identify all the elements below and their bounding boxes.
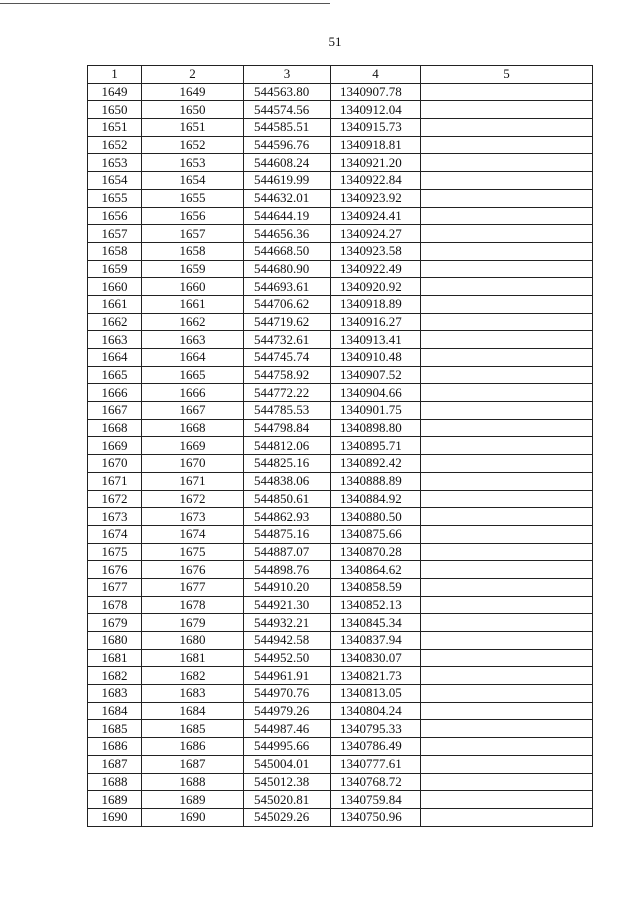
table-row [88,649,593,667]
table-row [88,101,593,119]
table-cell-col-2: 1660 [142,278,244,296]
table-cell-col-4: 1340795.33 [331,720,421,738]
top-rule [0,3,330,4]
table-cell-col-3: 544987.46 [244,720,331,738]
table-cell-col-1: 1679 [88,614,142,632]
table-cell-col-5 [421,402,593,420]
table-cell-col-1: 1655 [88,189,142,207]
table-cell-col-1: 1673 [88,508,142,526]
table-cell-col-1: 1662 [88,313,142,331]
table-cell-col-3: 544644.19 [244,207,331,225]
table-cell-col-3: 544719.62 [244,313,331,331]
table-cell-col-3: 545012.38 [244,773,331,791]
table-cell-col-3: 544932.21 [244,614,331,632]
table-cell-col-3: 544693.61 [244,278,331,296]
table-cell-col-1: 1681 [88,649,142,667]
table-row [88,632,593,650]
table-cell-col-1: 1687 [88,755,142,773]
table-cell-col-4: 1340913.41 [331,331,421,349]
table-cell-col-4: 1340821.73 [331,667,421,685]
table-cell-col-4: 1340888.89 [331,472,421,490]
table-cell-col-4: 1340918.81 [331,136,421,154]
table-cell-col-4: 1340920.92 [331,278,421,296]
table-cell-col-1: 1658 [88,242,142,260]
column-header-2: 2 [142,66,244,84]
table-row [88,490,593,508]
table-cell-col-5 [421,791,593,809]
column-header-4: 4 [331,66,421,84]
table-cell-col-3: 544850.61 [244,490,331,508]
table-cell-col-3: 544732.61 [244,331,331,349]
table-cell-col-4: 1340916.27 [331,313,421,331]
table-cell-col-2: 1682 [142,667,244,685]
table-cell-col-2: 1650 [142,101,244,119]
table-cell-col-1: 1678 [88,596,142,614]
table-cell-col-2: 1678 [142,596,244,614]
table-cell-col-3: 544942.58 [244,632,331,650]
table-row [88,773,593,791]
table-row [88,667,593,685]
table-cell-col-3: 544838.06 [244,472,331,490]
table-cell-col-3: 544995.66 [244,738,331,756]
table-cell-col-4: 1340875.66 [331,525,421,543]
table-cell-col-3: 545004.01 [244,755,331,773]
table-row [88,313,593,331]
table-cell-col-2: 1671 [142,472,244,490]
table-row [88,119,593,137]
table-cell-col-5 [421,154,593,172]
table-cell-col-5 [421,349,593,367]
table-cell-col-1: 1684 [88,702,142,720]
table-cell-col-1: 1667 [88,402,142,420]
table-cell-col-2: 1649 [142,83,244,101]
table-cell-col-4: 1340870.28 [331,543,421,561]
table-cell-col-1: 1649 [88,83,142,101]
table-cell-col-3: 544961.91 [244,667,331,685]
table-cell-col-4: 1340786.49 [331,738,421,756]
table-row [88,154,593,172]
table-cell-col-1: 1659 [88,260,142,278]
table-cell-col-3: 545029.26 [244,808,331,826]
table-cell-col-3: 544952.50 [244,649,331,667]
table-cell-col-2: 1672 [142,490,244,508]
table-row [88,720,593,738]
table-cell-col-1: 1683 [88,685,142,703]
table-cell-col-4: 1340915.73 [331,119,421,137]
table-cell-col-1: 1676 [88,561,142,579]
table-cell-col-3: 544910.20 [244,578,331,596]
table-cell-col-1: 1682 [88,667,142,685]
table-cell-col-2: 1676 [142,561,244,579]
table-cell-col-3: 544921.30 [244,596,331,614]
table-cell-col-1: 1668 [88,419,142,437]
table-row [88,738,593,756]
table-cell-col-3: 544812.06 [244,437,331,455]
table-header-row [88,66,593,84]
table-cell-col-5 [421,437,593,455]
table-cell-col-4: 1340912.04 [331,101,421,119]
table-cell-col-1: 1651 [88,119,142,137]
table-cell-col-3: 544680.90 [244,260,331,278]
table-cell-col-5 [421,667,593,685]
table-row [88,437,593,455]
table-cell-col-5 [421,119,593,137]
table-cell-col-4: 1340923.92 [331,189,421,207]
table-cell-col-2: 1653 [142,154,244,172]
coordinate-table [87,65,593,827]
table-cell-col-5 [421,525,593,543]
table-row [88,349,593,367]
table-cell-col-2: 1656 [142,207,244,225]
table-row [88,384,593,402]
table-row [88,331,593,349]
table-cell-col-3: 544619.99 [244,172,331,190]
table-cell-col-5 [421,773,593,791]
table-cell-col-5 [421,578,593,596]
table-cell-col-3: 544970.76 [244,685,331,703]
table-cell-col-2: 1681 [142,649,244,667]
table-cell-col-2: 1668 [142,419,244,437]
table-cell-col-2: 1686 [142,738,244,756]
table-cell-col-5 [421,225,593,243]
table-cell-col-4: 1340923.58 [331,242,421,260]
table-cell-col-5 [421,295,593,313]
table-cell-col-4: 1340777.61 [331,755,421,773]
table-cell-col-1: 1665 [88,366,142,384]
table-cell-col-5 [421,278,593,296]
table-cell-col-3: 544608.24 [244,154,331,172]
table-cell-col-5 [421,490,593,508]
column-header-1: 1 [88,66,142,84]
table-cell-col-3: 545020.81 [244,791,331,809]
table-cell-col-2: 1673 [142,508,244,526]
table-cell-col-1: 1664 [88,349,142,367]
table-cell-col-4: 1340750.96 [331,808,421,826]
table-cell-col-2: 1679 [142,614,244,632]
table-cell-col-3: 544668.50 [244,242,331,260]
table-cell-col-4: 1340904.66 [331,384,421,402]
table-cell-col-4: 1340922.49 [331,260,421,278]
table-cell-col-4: 1340922.84 [331,172,421,190]
table-cell-col-2: 1675 [142,543,244,561]
table-row [88,596,593,614]
table-cell-col-2: 1687 [142,755,244,773]
table-cell-col-3: 544574.56 [244,101,331,119]
table-row [88,561,593,579]
table-cell-col-5 [421,808,593,826]
table-cell-col-3: 544825.16 [244,455,331,473]
table-cell-col-1: 1670 [88,455,142,473]
table-cell-col-1: 1686 [88,738,142,756]
table-cell-col-5 [421,83,593,101]
table-row [88,508,593,526]
table-cell-col-4: 1340907.52 [331,366,421,384]
table-cell-col-4: 1340845.34 [331,614,421,632]
table-row [88,295,593,313]
table-cell-col-3: 544887.07 [244,543,331,561]
table-cell-col-2: 1651 [142,119,244,137]
table-cell-col-3: 544596.76 [244,136,331,154]
table-cell-col-1: 1674 [88,525,142,543]
table-row [88,525,593,543]
table-cell-col-4: 1340910.48 [331,349,421,367]
table-cell-col-4: 1340901.75 [331,402,421,420]
table-row [88,808,593,826]
table-row [88,366,593,384]
table-cell-col-5 [421,207,593,225]
page-number: 51 [328,34,342,49]
table-cell-col-5 [421,172,593,190]
table-cell-col-5 [421,313,593,331]
table-cell-col-1: 1680 [88,632,142,650]
table-cell-col-4: 1340880.50 [331,508,421,526]
table-cell-col-5 [421,738,593,756]
table-cell-col-1: 1669 [88,437,142,455]
table-cell-col-5 [421,101,593,119]
table-cell-col-3: 544706.62 [244,295,331,313]
table-cell-col-5 [421,614,593,632]
table-cell-col-5 [421,685,593,703]
table-cell-col-5 [421,596,593,614]
table-cell-col-4: 1340921.20 [331,154,421,172]
table-cell-col-1: 1661 [88,295,142,313]
table-cell-col-2: 1688 [142,773,244,791]
table-cell-col-2: 1666 [142,384,244,402]
table-cell-col-5 [421,242,593,260]
table-row [88,578,593,596]
table-cell-col-5 [421,331,593,349]
table-cell-col-5 [421,632,593,650]
table-row [88,278,593,296]
table-cell-col-4: 1340898.80 [331,419,421,437]
table-cell-col-5 [421,136,593,154]
table-cell-col-5 [421,720,593,738]
table-cell-col-4: 1340884.92 [331,490,421,508]
table-cell-col-1: 1688 [88,773,142,791]
table-cell-col-4: 1340813.05 [331,685,421,703]
table-cell-col-3: 544798.84 [244,419,331,437]
table-cell-col-2: 1657 [142,225,244,243]
table-cell-col-1: 1657 [88,225,142,243]
table-cell-col-5 [421,755,593,773]
table-cell-col-3: 544862.93 [244,508,331,526]
table-cell-col-2: 1652 [142,136,244,154]
table-cell-col-4: 1340804.24 [331,702,421,720]
table-cell-col-3: 544745.74 [244,349,331,367]
table-cell-col-2: 1663 [142,331,244,349]
table-cell-col-1: 1650 [88,101,142,119]
table-cell-col-5 [421,508,593,526]
table-row [88,685,593,703]
table-cell-col-1: 1652 [88,136,142,154]
table-cell-col-5 [421,455,593,473]
table-cell-col-4: 1340858.59 [331,578,421,596]
table-cell-col-1: 1675 [88,543,142,561]
table-row [88,402,593,420]
table-cell-col-4: 1340892.42 [331,455,421,473]
table-cell-col-1: 1685 [88,720,142,738]
table-row [88,260,593,278]
table-cell-col-3: 544875.16 [244,525,331,543]
table-row [88,791,593,809]
table-cell-col-5 [421,384,593,402]
table-cell-col-2: 1684 [142,702,244,720]
table-cell-col-2: 1667 [142,402,244,420]
table-cell-col-2: 1670 [142,455,244,473]
table-row [88,189,593,207]
table-cell-col-2: 1659 [142,260,244,278]
table-cell-col-2: 1689 [142,791,244,809]
table-cell-col-2: 1680 [142,632,244,650]
table-cell-col-5 [421,472,593,490]
table-cell-col-4: 1340924.41 [331,207,421,225]
table-cell-col-1: 1663 [88,331,142,349]
table-cell-col-4: 1340864.62 [331,561,421,579]
table-cell-col-1: 1654 [88,172,142,190]
table-cell-col-1: 1672 [88,490,142,508]
table-cell-col-2: 1654 [142,172,244,190]
table-cell-col-2: 1662 [142,313,244,331]
table-cell-col-3: 544979.26 [244,702,331,720]
table-cell-col-3: 544632.01 [244,189,331,207]
table-cell-col-5 [421,366,593,384]
table-cell-col-1: 1671 [88,472,142,490]
table-cell-col-1: 1690 [88,808,142,826]
table-row [88,172,593,190]
table-cell-col-3: 544785.53 [244,402,331,420]
table-cell-col-3: 544656.36 [244,225,331,243]
table-row [88,83,593,101]
table-row [88,543,593,561]
table-cell-col-4: 1340759.84 [331,791,421,809]
table-row [88,419,593,437]
table-cell-col-1: 1677 [88,578,142,596]
table-row [88,702,593,720]
table-cell-col-1: 1656 [88,207,142,225]
table-cell-col-2: 1664 [142,349,244,367]
table-row [88,455,593,473]
table-cell-col-5 [421,649,593,667]
table-cell-col-5 [421,260,593,278]
table-cell-col-2: 1655 [142,189,244,207]
table-cell-col-2: 1690 [142,808,244,826]
table-cell-col-2: 1665 [142,366,244,384]
table-cell-col-4: 1340895.71 [331,437,421,455]
table-row [88,225,593,243]
table-cell-col-5 [421,702,593,720]
table-cell-col-3: 544898.76 [244,561,331,579]
table-cell-col-4: 1340907.78 [331,83,421,101]
table-cell-col-1: 1660 [88,278,142,296]
table-row [88,614,593,632]
table-cell-col-2: 1658 [142,242,244,260]
table-cell-col-2: 1685 [142,720,244,738]
table-cell-col-4: 1340924.27 [331,225,421,243]
table-cell-col-2: 1674 [142,525,244,543]
table-cell-col-3: 544772.22 [244,384,331,402]
table-cell-col-4: 1340852.13 [331,596,421,614]
table-cell-col-5 [421,543,593,561]
table-cell-col-5 [421,189,593,207]
table-row [88,242,593,260]
table-row [88,207,593,225]
table-cell-col-1: 1653 [88,154,142,172]
table-row [88,472,593,490]
table-cell-col-2: 1677 [142,578,244,596]
table-cell-col-2: 1683 [142,685,244,703]
table-cell-col-3: 544563.80 [244,83,331,101]
table-row [88,755,593,773]
table-cell-col-1: 1666 [88,384,142,402]
column-header-3: 3 [244,66,331,84]
table-cell-col-4: 1340918.89 [331,295,421,313]
table-cell-col-1: 1689 [88,791,142,809]
table-cell-col-3: 544758.92 [244,366,331,384]
table-body [88,83,593,826]
table-cell-col-2: 1669 [142,437,244,455]
table-cell-col-2: 1661 [142,295,244,313]
table-row [88,136,593,154]
table-cell-col-5 [421,561,593,579]
table-cell-col-5 [421,419,593,437]
table-cell-col-3: 544585.51 [244,119,331,137]
column-header-5: 5 [421,66,593,84]
table-cell-col-4: 1340830.07 [331,649,421,667]
table-cell-col-4: 1340837.94 [331,632,421,650]
table-cell-col-4: 1340768.72 [331,773,421,791]
